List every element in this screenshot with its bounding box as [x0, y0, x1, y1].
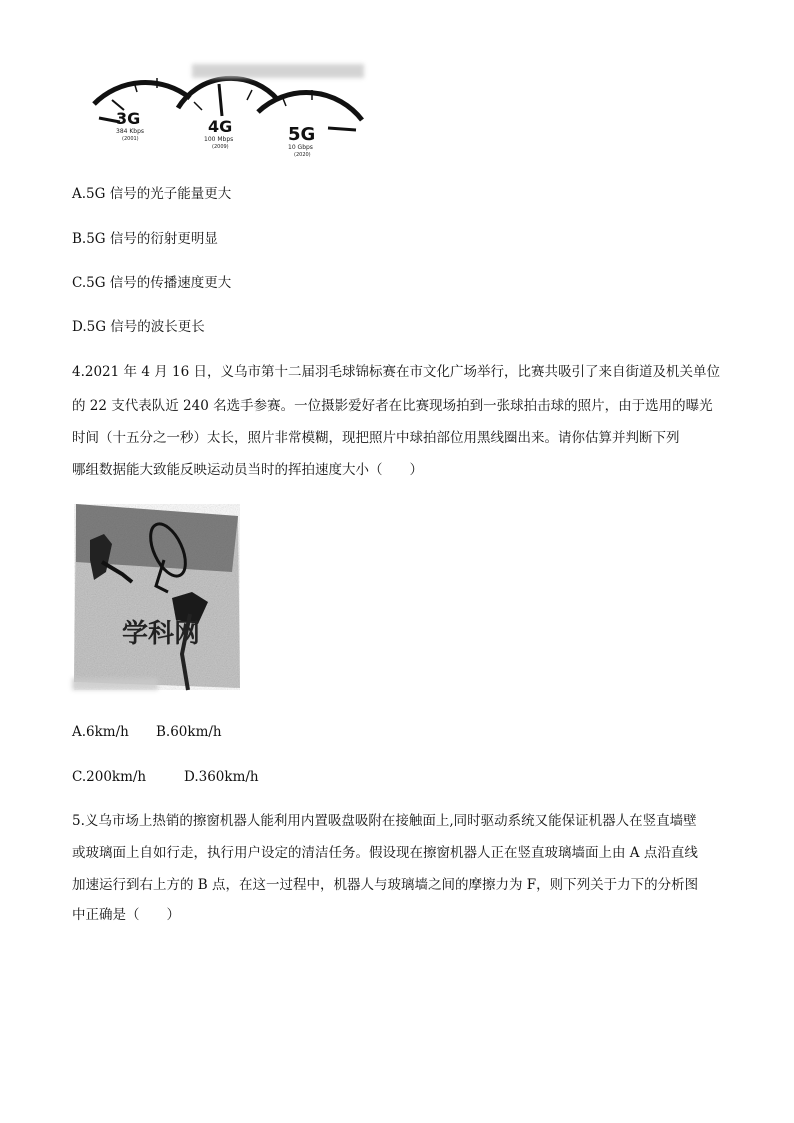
- q4-stem-line-3: 时间（十五分之一秒）太长，照片非常模糊，现把照片中球拍部位用黑线圈出来。请你估算并判断下列: [72, 430, 680, 446]
- q3-option-a: A.5G 信号的光子能量更大: [72, 186, 232, 202]
- q4-option-a: A.6km/h: [72, 724, 129, 740]
- photo-svg: [72, 502, 242, 692]
- q5-stem-line-4: 中正确是（ ）: [72, 907, 180, 923]
- q3-option-c: C.5G 信号的传播速度更大: [72, 275, 232, 291]
- blurred-caption-strip: [72, 678, 158, 690]
- network-gauges-figure: [72, 60, 372, 160]
- gauge-5g-speed: 10 Gbps: [288, 144, 313, 151]
- gauge-4g-speed: 100 Mbps: [204, 136, 234, 143]
- gauge-5g-label: 5G: [288, 124, 316, 145]
- gauge-3g-label: 3G: [116, 109, 141, 128]
- q4-option-b: B.60km/h: [156, 724, 222, 740]
- q4-stem-line-4: 哪组数据能大致能反映运动员当时的挥拍速度大小（ ）: [72, 462, 423, 478]
- q5-stem-line-1: 5.义乌市场上热销的擦窗机器人能利用内置吸盘吸附在接触面上,同时驱动系统又能保证机器人在竖直墙壁: [72, 813, 697, 829]
- badminton-photo: [72, 502, 242, 692]
- q5-stem-line-2: 或玻璃面上自如行走，执行用户设定的清洁任务。假设现在擦窗机器人正在竖直玻璃墙面上由 A 点沿直线: [72, 845, 698, 861]
- q4-option-c: C.200km/h: [72, 769, 147, 785]
- gauge-3g-year: (2001): [122, 136, 139, 142]
- gauge-4g-label: 4G: [208, 117, 233, 136]
- q3-option-d: D.5G 信号的波长更长: [72, 319, 205, 335]
- blurred-strip: [192, 64, 364, 78]
- gauge-4g-year: (2009): [212, 144, 229, 150]
- q4-stem-line-1: 4.2021 年 4 月 16 日，义乌市第十二届羽毛球锦标赛在市文化广场举行，比赛共吸引了来自街道及机关单位: [72, 364, 720, 380]
- photo-watermark: 学科网: [122, 619, 201, 649]
- gauge-3g-speed: 384 Kbps: [116, 128, 145, 135]
- gauge-5g-year: (2020): [294, 152, 311, 158]
- q4-option-d: D.360km/h: [184, 769, 259, 785]
- q3-option-b: B.5G 信号的衍射更明显: [72, 231, 218, 247]
- q5-stem-line-3: 加速运行到右上方的 B 点，在这一过程中，机器人与玻璃墙之间的摩擦力为 F，则下列关于力下的分析图: [72, 877, 699, 893]
- q4-stem-line-2: 的 22 支代表队近 240 名选手参赛。一位摄影爱好者在比赛现场拍到一张球拍击球的照片，由于选用的曝光: [72, 398, 713, 414]
